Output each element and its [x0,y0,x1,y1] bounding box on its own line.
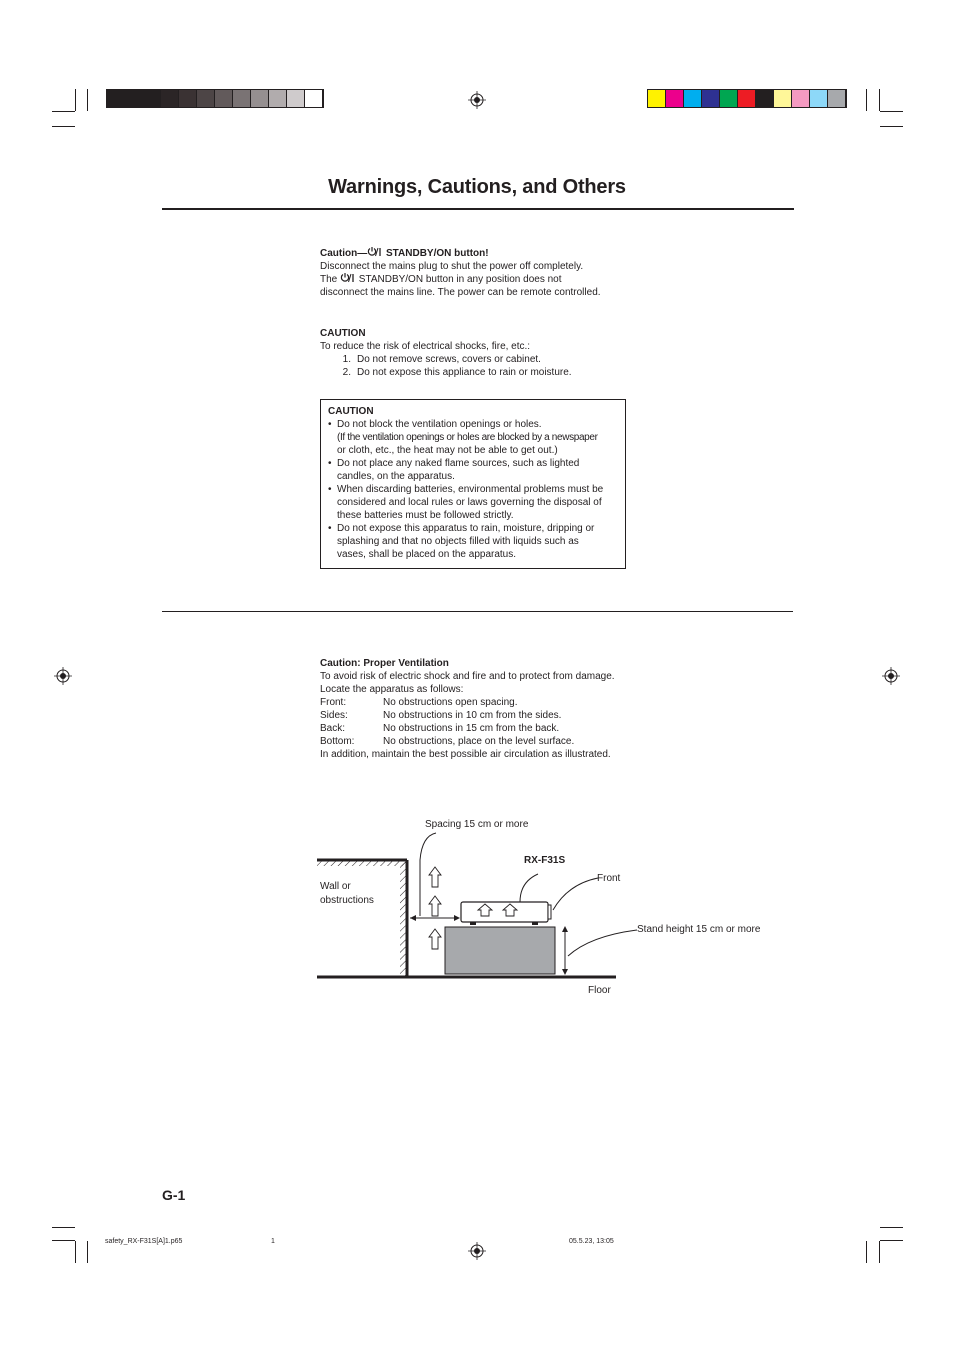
color-swatch [143,90,161,107]
caution-box-item [328,457,619,483]
item-number: 2. [342,367,351,378]
power-icon [367,248,383,259]
registration-mark-right [882,667,900,685]
standby-line-2-suffix: STANDBY/ON button in any position does not [356,274,562,285]
color-swatch [684,90,702,107]
footer-file: safety_RX-F31S[A]1.p65 [105,1238,183,1245]
item-line: these batteries must be followed strictly. [337,510,514,521]
front-leader-line [553,878,598,910]
footer-date: 05.5.23, 13:05 [569,1238,614,1245]
row-key: Back: [320,723,346,734]
row-value: No obstructions in 10 cm from the sides. [383,710,562,721]
up-arrow-icon [429,867,441,887]
color-swatch [810,90,828,107]
standby-caution-section [320,247,740,299]
item-line: or cloth, etc., the heat may not be able to get out.) [337,445,558,456]
standby-line-3: disconnect the mains line. The power can be remote controlled. [320,287,601,298]
row-key: Bottom: [320,736,355,747]
ventilation-row [320,722,740,735]
row-value: No obstructions in 15 cm from the back. [383,723,560,734]
color-swatch [287,90,305,107]
color-swatch [161,90,179,107]
standby-caution-heading [320,247,740,260]
color-swatch [666,90,684,107]
color-swatch [215,90,233,107]
caution-box-item [328,418,619,457]
color-swatch [269,90,287,107]
color-swatch [305,90,323,107]
page-title: Warnings, Cautions, and Others [328,176,626,198]
row-key: Front: [320,697,347,708]
title-rule [162,208,794,210]
caution-box-heading: CAUTION [328,406,374,417]
up-arrow-icon [429,896,441,916]
color-swatch [702,90,720,107]
caution-item [320,366,740,379]
item-line: Do not place any naked flame sources, such as lighted [337,458,580,469]
wall [317,860,407,976]
wall-label-line-2: obstructions [320,895,374,906]
color-swatch [125,90,143,107]
bullet: • [328,458,332,469]
up-arrow-icon [429,929,441,949]
caution-heading: CAUTION [320,328,366,339]
stand-height-arrow [562,926,568,975]
ventilation-section [320,657,740,761]
color-swatch [828,90,846,107]
standby-heading-prefix: Caution— [320,248,368,259]
standby-heading-suffix: STANDBY/ON button! [383,248,489,259]
front-label: Front [597,873,621,884]
spacing-label: Spacing 15 cm or more [425,819,529,830]
model-leader-line [520,874,538,902]
wall-label-line-1: Wall or [320,881,351,892]
color-swatch [197,90,215,107]
item-text: Do not remove screws, covers or cabinet. [357,354,541,365]
color-swatch [107,90,125,107]
color-swatch [756,90,774,107]
stand-leader-line [568,930,637,956]
item-line: candles, on the apparatus. [337,471,455,482]
item-line: considered and local rules or laws governing the disposal of [337,497,602,508]
ventilation-heading: Caution: Proper Ventilation [320,658,449,669]
item-line: Do not block the ventilation openings or holes. [337,419,542,430]
bullet: • [328,523,332,534]
footer-page: 1 [271,1238,275,1245]
item-line: vases, shall be placed on the apparatus. [337,549,517,560]
page-number: G-1 [162,1187,186,1203]
item-line: Do not expose this apparatus to rain, moisture, dripping or [337,523,595,534]
cmyk-color-bar [647,89,847,108]
row-value: No obstructions, place on the level surface. [383,736,575,747]
row-value: No obstructions open spacing. [383,697,518,708]
ventilation-outro: In addition, maintain the best possible air circulation as illustrated. [320,749,611,760]
ventilation-row [320,696,740,709]
color-swatch [179,90,197,107]
ventilation-intro-1: To avoid risk of electric shock and fire and to protect from damage. [320,671,615,682]
stand [445,927,555,974]
item-number: 1. [342,354,351,365]
standby-line-2 [320,273,740,286]
registration-mark-top [468,91,486,109]
caution-box [320,399,626,569]
section-divider [162,611,793,612]
floor-label: Floor [588,985,611,996]
grayscale-color-bar [106,89,324,108]
color-swatch [792,90,810,107]
standby-line-2-prefix: The [320,274,341,285]
caution-section [320,327,740,379]
item-line: splashing and that no objects filled with liquids such as [337,536,579,547]
color-swatch [648,90,666,107]
registration-mark-left [54,667,72,685]
model-label: RX-F31S [524,855,566,866]
caution-intro: To reduce the risk of electrical shocks, fire, etc.: [320,341,531,352]
row-key: Sides: [320,710,348,721]
stand-label: Stand height 15 cm or more [637,924,761,935]
color-swatch [738,90,756,107]
item-line: When discarding batteries, environmental problems must be [337,484,604,495]
caution-box-item [328,522,619,561]
color-swatch [720,90,738,107]
item-line: (If the ventilation openings or holes are blocked by a newspaper [337,432,598,443]
ventilation-row [320,735,740,748]
caution-item [320,353,740,366]
registration-mark-bottom [468,1242,486,1260]
caution-box-item [328,483,619,522]
power-icon [340,274,356,285]
color-swatch [774,90,792,107]
color-swatch [233,90,251,107]
ventilation-row [320,709,740,722]
color-swatch [251,90,269,107]
bullet: • [328,484,332,495]
bullet: • [328,419,332,430]
standby-line-1: Disconnect the mains plug to shut the power off completely. [320,261,584,272]
ventilation-intro-2: Locate the apparatus as follows: [320,684,464,695]
item-text: Do not expose this appliance to rain or moisture. [357,367,572,378]
